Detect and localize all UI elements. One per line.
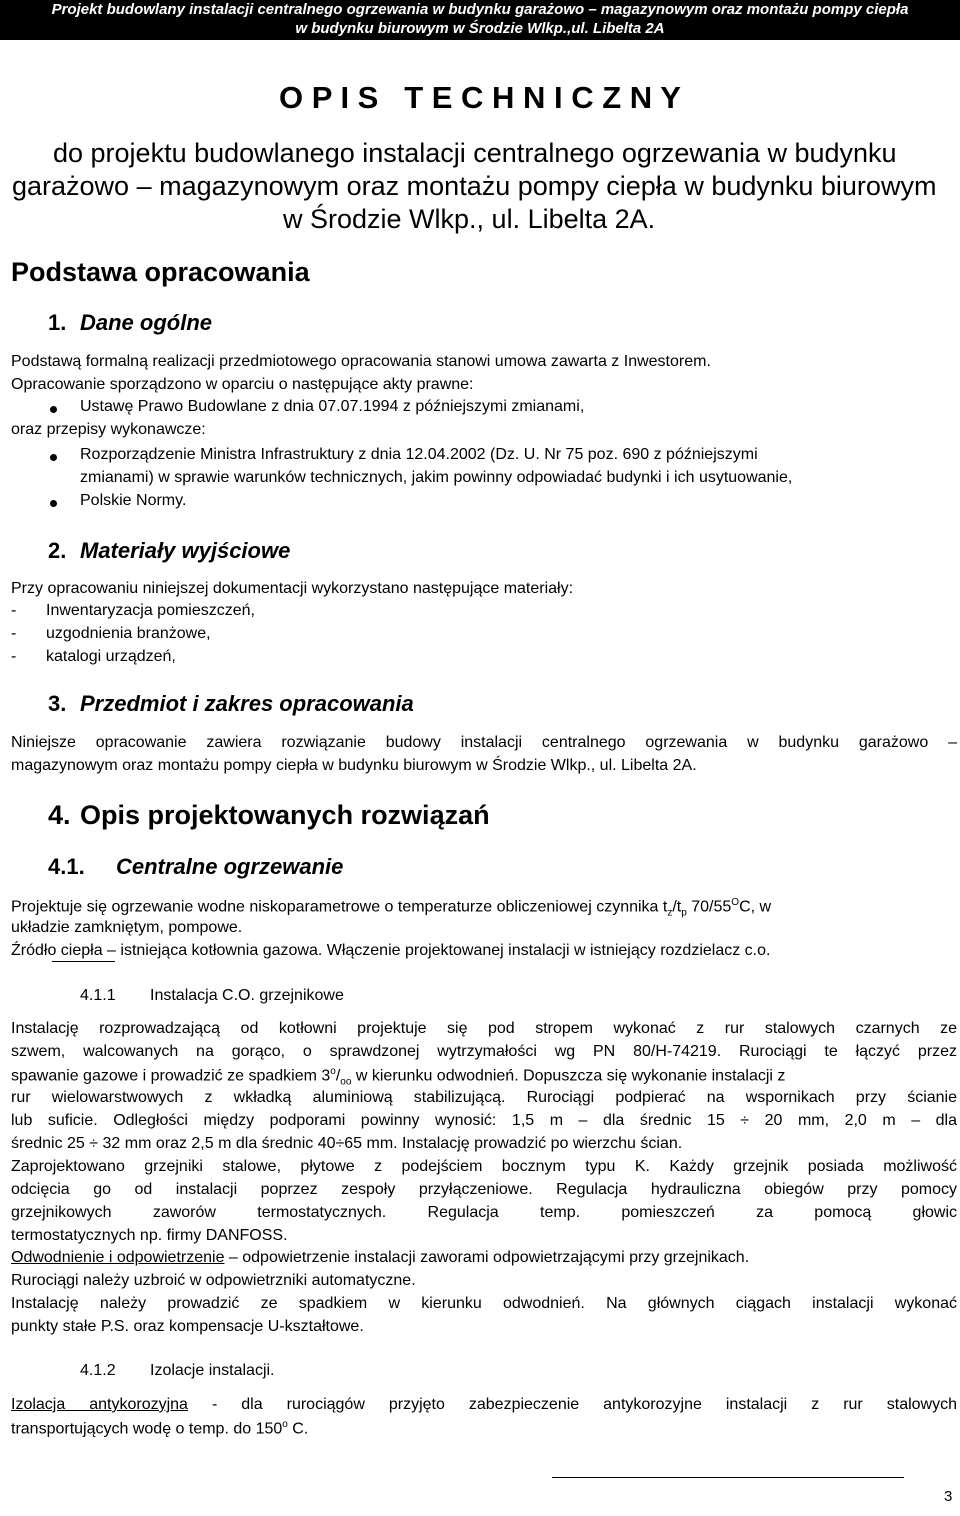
header-line-1: Projekt budowlany instalacji centralnego ogrzewania w budynku garażowo – magazynowym oraz montażu pompy ciepła <box>51 1 909 18</box>
s2-item-3: katalogi urządzeń, <box>46 648 176 665</box>
section-1-title: Dane ogólne <box>80 310 213 335</box>
list-dash: - <box>11 648 17 665</box>
section-3-title: Przedmiot i zakres opracowania <box>80 691 414 716</box>
list-dash: - <box>11 602 17 619</box>
s411-odwodnienie-line: Odwodnienie i odpowietrzenie – odpowietrzenie instalacji zaworami odpowietrzającymi przy grzejnikach. <box>11 1249 750 1266</box>
s412-line-1: Izolacja antykorozyjna - dla rurociągów przyjęto zabezpieczenie antykorozyjne instalacji z rur stalowych <box>11 1396 958 1413</box>
section-2-number: 2. <box>48 538 67 563</box>
s411-line-8: odcięcia go od instalacji poprzez zespoły przyłączeniowe. Regulacja hydrauliczna obiegów przy pomocy <box>11 1181 957 1198</box>
s1-paragraph-3: oraz przepisy wykonawcze: <box>11 421 206 438</box>
section-4-1-1-number: 4.1.1 <box>80 987 116 1004</box>
s1-bullet-2a: Rozporządzenie Ministra Infrastruktury z dnia 12.04.2002 (Dz. U. Nr 75 poz. 690 z późniejszymi <box>80 446 758 463</box>
section-4-1-1-title: Instalacja C.O. grzejnikowe <box>150 987 344 1004</box>
bullet-icon <box>50 454 57 461</box>
s411-line-3: spawanie gazowe i prowadzić ze spadkiem $3^o/_{oo}$ w kierunku odwodnień. Dopuszcza się wykonanie instalacji z <box>11 1066 786 1088</box>
bullet-icon <box>50 500 57 507</box>
s411-line-2: szwem, walcowanych na gorąco, o sprawdzonej wytrzymałości wg PN 80/H-74219. Rurociągi te łączyć przez <box>11 1043 957 1060</box>
s2-item-2: uzgodnienia branżowe, <box>46 625 211 642</box>
document-title: O P I S T E C H N I C Z N Y <box>279 80 681 115</box>
underline-zrodlo <box>52 961 115 962</box>
podstawa-heading: Podstawa opracowania <box>11 257 310 287</box>
s41-line-3: Źródło ciepła – istniejąca kotłownia gazowa. Włączenie projektowanej instalacji w istniejący rozdzielacz c.o. <box>11 942 771 959</box>
header-line-2: w budynku biurowym w Środzie Wlkp.,ul. Libelta 2A <box>295 20 665 37</box>
s41-line-2: układzie zamkniętym, pompowe. <box>11 919 243 936</box>
s2-paragraph-1: Przy opracowaniu niniejszej dokumentacji wykorzystano następujące materiały: <box>11 580 574 597</box>
section-4-1-title: Centralne ogrzewanie <box>116 854 344 879</box>
bullet-icon <box>50 406 57 413</box>
s411-line-5: lub suficie. Odległości między podporami powinny wynosić: 1,5 m – dla średnic 15 ÷ 20 mm, 2,0 m – dla <box>11 1112 957 1129</box>
s412-line-2: transportujących wodę o temp. do 150$^o$ C. <box>11 1419 309 1438</box>
s1-paragraph-2: Opracowanie sporządzono w oparciu o następujące akty prawne: <box>11 376 474 393</box>
section-4-1-2-title: Izolacje instalacji. <box>150 1362 275 1379</box>
section-2-title: Materiały wyjściowe <box>80 538 291 563</box>
s411-line-7: Zaprojektowano grzejniki stalowe, płytowe z podejściem bocznym typu K. Każdy grzejnik posiada możliwość <box>11 1158 957 1175</box>
s411-line-14: punkty stałe P.S. oraz kompensacje U-kształtowe. <box>11 1318 364 1335</box>
s411-line-13: Instalację należy prowadzić ze spadkiem w kierunku odwodnień. Na głównych ciągach instalacji wykonać <box>11 1295 957 1312</box>
section-4-1-number: 4.1. <box>48 854 85 879</box>
s1-bullet-3: Polskie Normy. <box>80 492 187 509</box>
s411-line-6: średnic 25 ÷ 32 mm oraz 2,5 m dla średnic 40÷65 mm. Instalację prowadzić po wierzchu ścian. <box>11 1135 683 1152</box>
s1-bullet-2b: zmianami) w sprawie warunków technicznych, jakim powinny odpowiadać budynki i ich usytuowanie, <box>80 469 793 486</box>
section-4-1-2-number: 4.1.2 <box>80 1362 116 1379</box>
s2-item-1: Inwentaryzacja pomieszczeń, <box>46 602 255 619</box>
section-3-number: 3. <box>48 691 67 716</box>
s41-line-1: Projektuje się ogrzewanie wodne niskoparametrowe o temperaturze obliczeniowej czynnika $t_z/t_p$ $70/55^OC$, w <box>11 897 772 919</box>
footer-rule <box>552 1477 904 1478</box>
s3-line-1: Niniejsze opracowanie zawiera rozwiązanie budowy instalacji centralnego ogrzewania w budynku garażowo – <box>11 734 957 751</box>
list-dash: - <box>11 625 17 642</box>
s411-line-12: Rurociągi należy uzbroić w odpowietrzniki automatyczne. <box>11 1272 416 1289</box>
subtitle-line-3: w Środzie Wlkp., ul. Libelta 2A. <box>283 204 656 234</box>
page-number: 3 <box>944 1488 953 1505</box>
s411-line-4: rur wielowarstwowych z wkładką aluminiową stabilizującą. Rurociągi podpierać na wspornikach przy ścianie <box>11 1089 957 1106</box>
s411-line-1: Instalację rozprowadzającą od kotłowni projektuje się pod stropem wykonać z rur stalowych czarnych ze <box>11 1020 957 1037</box>
s411-line-9: grzejnikowych zaworów termostatycznych. Regulacja temp. pomieszczeń za pomocą głowic <box>11 1204 957 1221</box>
section-4-title: Opis projektowanych rozwiązań <box>80 800 490 830</box>
s3-line-2: magazynowym oraz montażu pompy ciepła w budynku biurowym w Środzie Wlkp., ul. Libelta 2A. <box>11 757 697 774</box>
subtitle-line-2: garażowo – magazynowym oraz montażu pompy ciepła w budynku biurowym <box>12 171 937 201</box>
subtitle-line-1: do projektu budowlanego instalacji centralnego ogrzewania w budynku <box>53 138 897 168</box>
section-4-number: 4. <box>48 800 71 830</box>
s1-paragraph-1: Podstawą formalną realizacji przedmiotowego opracowania stanowi umowa zawarta z Inwestorem. <box>11 353 711 370</box>
s1-bullet-1: Ustawę Prawo Budowlane z dnia 07.07.1994 z późniejszymi zmianami, <box>80 398 585 415</box>
section-1-number: 1. <box>48 310 67 335</box>
s411-line-10: termostatycznych np. firmy DANFOSS. <box>11 1227 288 1244</box>
